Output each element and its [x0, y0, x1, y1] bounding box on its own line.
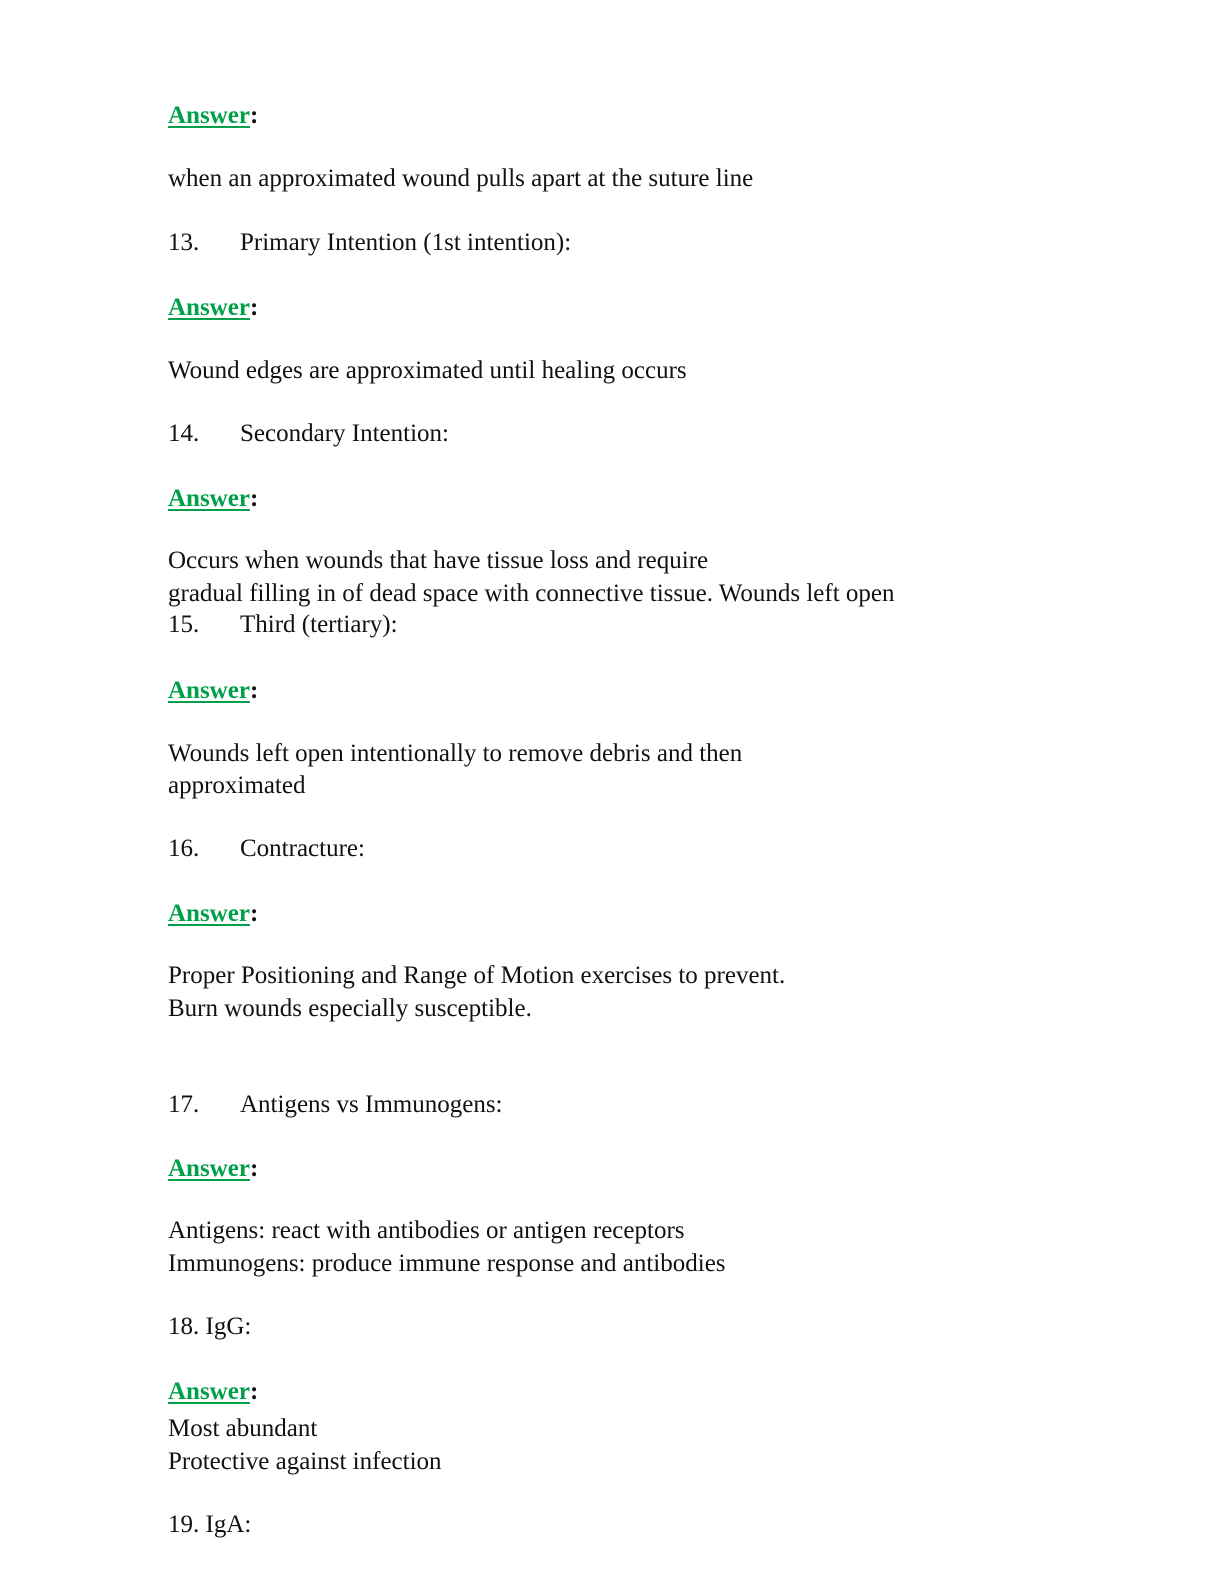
answer-text: Immunogens: produce immune response and antibodies [168, 1250, 726, 1277]
question-label: Third (tertiary): [240, 611, 398, 638]
answer-text: Antigens: react with antibodies or antigen receptors [168, 1217, 685, 1244]
answer-text: Wounds left open intentionally to remove debris and then [168, 740, 743, 767]
question-number: 16. [168, 835, 200, 862]
answer-text: Proper Positioning and Range of Motion exercises to prevent. [168, 962, 786, 989]
answer-heading [168, 100, 258, 132]
answer-label: Answer [168, 677, 250, 704]
answer-colon: : [249, 900, 259, 927]
answer-colon: : [249, 294, 259, 321]
question-label: Secondary Intention: [240, 420, 449, 447]
answer-colon: : [249, 1378, 259, 1405]
answer-label: Answer [168, 294, 250, 321]
answer-colon: : [249, 102, 259, 129]
answer-text: Occurs when wounds that have tissue loss and require [168, 547, 709, 574]
answer-label: Answer [168, 102, 250, 129]
answer-heading [168, 483, 258, 515]
question-13 [168, 227, 571, 259]
answer-heading [168, 675, 258, 707]
answer-colon: : [249, 677, 259, 704]
question-16 [168, 833, 365, 865]
question-number: 13. [168, 229, 200, 256]
question-number: 17. [168, 1091, 200, 1118]
answer-label: Answer [168, 485, 250, 512]
question-label: Antigens vs Immunogens: [240, 1091, 503, 1118]
answer-text: Wound edges are approximated until healing occurs [168, 357, 687, 384]
answer-text: Protective against infection [168, 1448, 442, 1475]
answer-text: gradual filling in of dead space with connective tissue. Wounds left open [168, 580, 895, 607]
answer-heading [168, 1153, 258, 1185]
question-label: Primary Intention (1st intention): [240, 229, 572, 256]
question-15 [168, 609, 398, 641]
question-number: 14. [168, 420, 200, 447]
answer-label: Answer [168, 900, 250, 927]
answer-heading [168, 1376, 258, 1408]
question-14 [168, 418, 449, 450]
answer-heading [168, 898, 258, 930]
question-19: 19. IgA: [168, 1511, 252, 1538]
answer-heading [168, 292, 258, 324]
answer-text: approximated [168, 772, 306, 799]
answer-colon: : [249, 485, 259, 512]
answer-text: Most abundant [168, 1415, 318, 1442]
answer-colon: : [249, 1155, 259, 1182]
answer-text: when an approximated wound pulls apart at the suture line [168, 165, 754, 192]
answer-text: Burn wounds especially susceptible. [168, 995, 532, 1022]
question-label: Contracture: [240, 835, 365, 862]
question-18: 18. IgG: [168, 1313, 252, 1340]
answer-label: Answer [168, 1378, 250, 1405]
question-17 [168, 1089, 503, 1121]
question-number: 15. [168, 611, 200, 638]
answer-label: Answer [168, 1155, 250, 1182]
